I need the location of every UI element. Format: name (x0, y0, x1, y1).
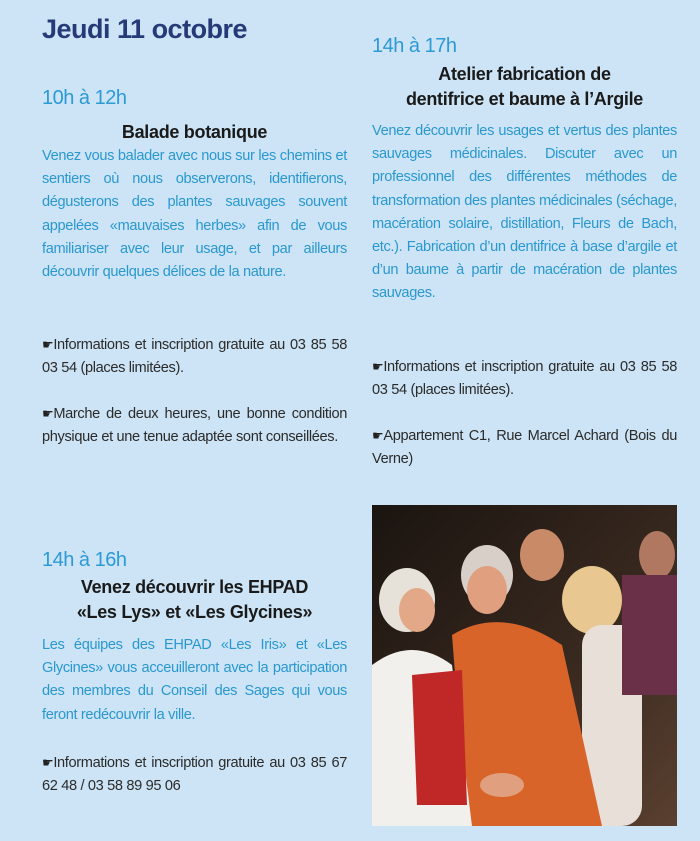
dancing-seniors-photo (372, 505, 677, 826)
event-note (42, 402, 347, 449)
event-time: 14h à 17h (372, 35, 457, 57)
pointing-hand-icon: ☛ (42, 337, 54, 352)
pointing-hand-icon: ☛ (42, 406, 54, 421)
page-title: Jeudi 11 octobre (42, 14, 248, 44)
note-text: Appartement C1, Rue Marcel Achard (Bois du Verne) (372, 428, 677, 467)
heading-line: «Les Lys» et «Les Glycines» (76, 602, 313, 622)
event-heading (42, 575, 347, 625)
event-time: 14h à 16h (42, 549, 127, 571)
event-note (372, 355, 677, 402)
pointing-hand-icon: ☛ (372, 428, 384, 443)
event-time: 10h à 12h (42, 87, 127, 109)
event-description: Venez découvrir les usages et vertus des plantes sauvages médicinales. Discuter avec un professionnel des différentes méthodes de transformation des plantes médicinales (séchage, macération solaire, distillation, Fleurs de Bach, etc.). Fabrication d’un dentifrice à base d’argile et d’un baume à partir de macération de plantes sauvages. (372, 123, 677, 302)
event-note (42, 751, 347, 798)
event-note (372, 424, 677, 471)
event-heading: Balade botanique (121, 122, 268, 142)
heading-line: Atelier fabrication de (438, 64, 611, 84)
event-heading (372, 62, 677, 112)
heading-line: dentifrice et baume à l’Argile (405, 89, 644, 109)
event-note (42, 333, 347, 380)
event-description: Les équipes des EHPAD «Les Iris» et «Les Glycines» vous acceuilleront avec la participation des membres du Conseil des Sages qui vous feront redécouvrir la ville. (42, 637, 347, 723)
note-text: Informations et inscription gratuite au 03 85 58 03 54 (places limitées). (42, 337, 347, 376)
pointing-hand-icon: ☛ (372, 359, 384, 374)
note-text: Informations et inscription gratuite au 03 85 58 03 54 (places limitées). (372, 359, 677, 398)
pointing-hand-icon: ☛ (42, 755, 54, 770)
event-description: Venez vous balader avec nous sur les chemins et sentiers où nous observerons, identifierons, dégusterons des plantes sauvages souvent appelées «mauvaises herbes» afin de vous familiariser avec leur usage, et par ailleurs découvrir quelques délices de la nature. (42, 148, 347, 281)
note-text: Marche de deux heures, une bonne condition physique et une tenue adaptée sont conseillées. (42, 406, 347, 445)
note-text: Informations et inscription gratuite au 03 85 67 62 48 / 03 58 89 95 06 (42, 755, 347, 794)
heading-line: Venez découvrir les EHPAD (80, 577, 309, 597)
